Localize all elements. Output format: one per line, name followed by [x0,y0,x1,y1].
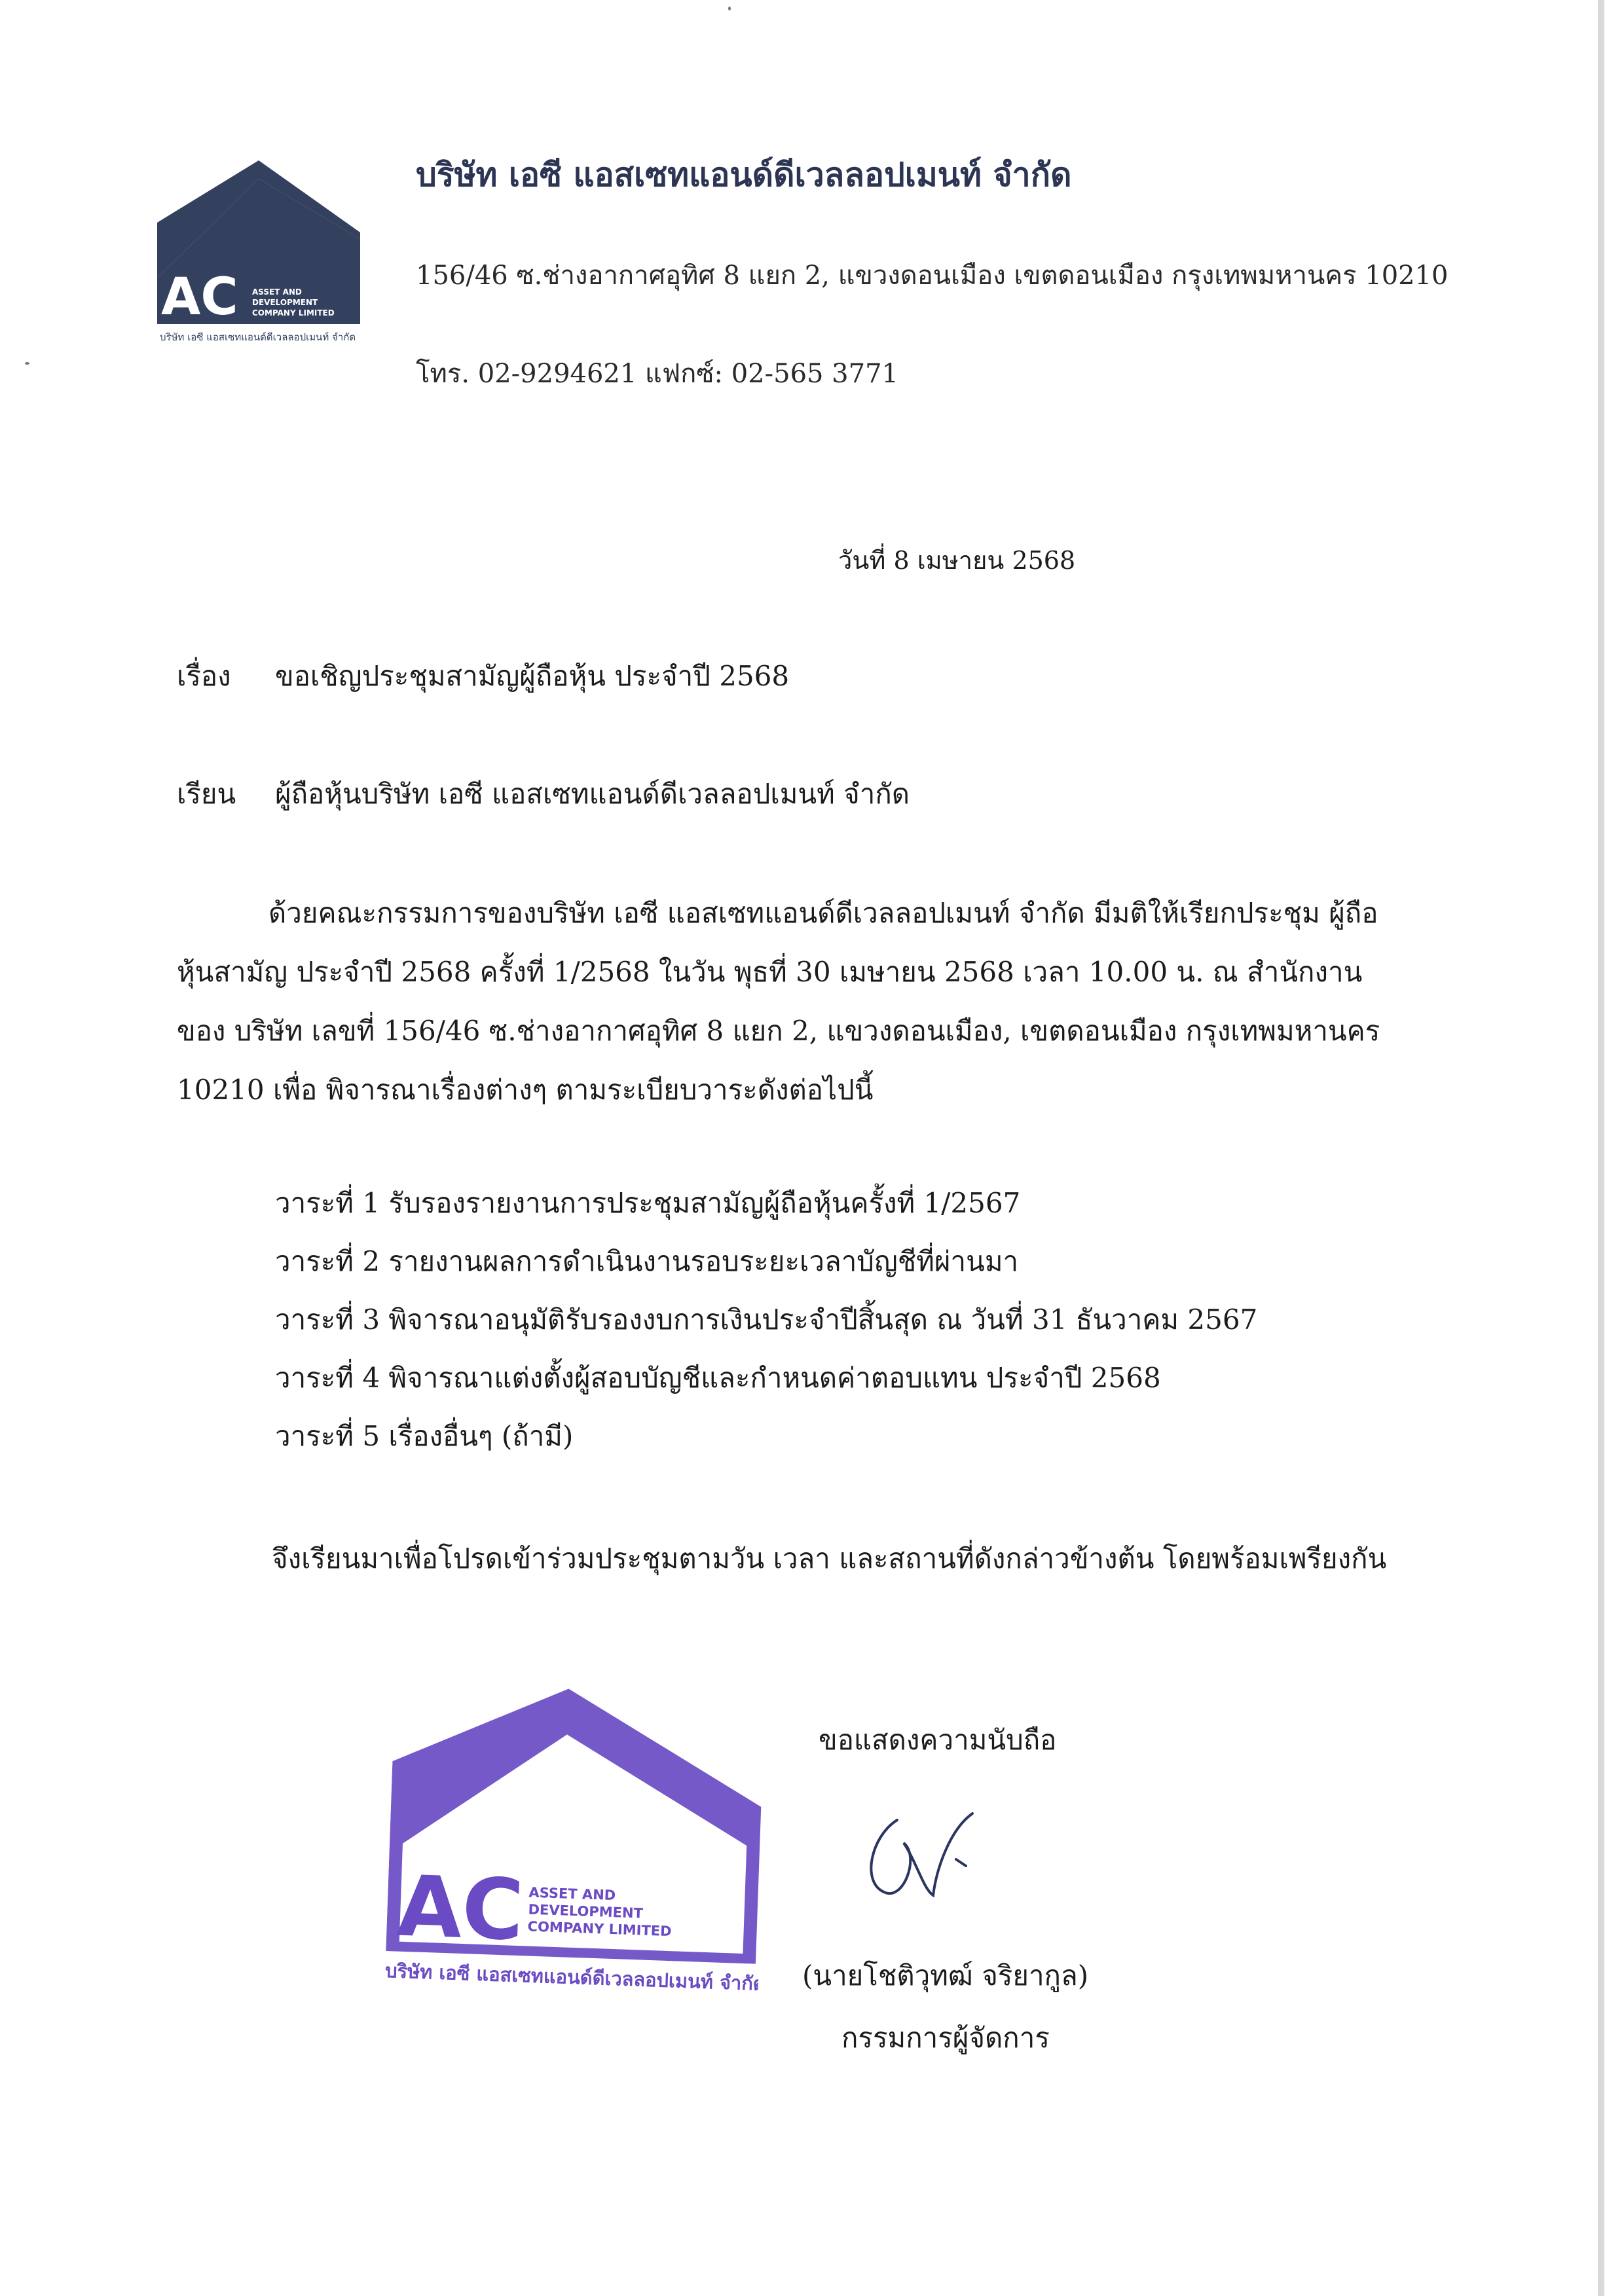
svg-text:AC: AC [161,268,238,327]
subject-label: เรื่อง [177,660,231,692]
recipient-label: เรียน [177,778,236,810]
scan-speck [728,7,731,10]
svg-text:AC: AC [396,1857,526,1960]
company-stamp [384,1683,768,2010]
agenda-item: วาระที่ 1 รับรองรายงานการประชุมสามัญผู้ถือหุ้นครั้งที่ 1/2567 [275,1187,1021,1219]
svg-text:DEVELOPMENT: DEVELOPMENT [528,1901,644,1922]
svg-text:COMPANY LIMITED: COMPANY LIMITED [527,1918,672,1940]
scan-speck [25,362,29,365]
scan-edge [1598,0,1604,2296]
agenda-list [275,1182,1257,1473]
recipient-text: ผู้ถือหุ้นบริษัท เอซี แอสเซทแอนด์ดีเวลลอปเมนท์ จำกัด [275,778,910,810]
closing-paragraph: จึงเรียนมาเพื่อโปรดเข้าร่วมประชุมตามวัน เวลา และสถานที่ดังกล่าวข้างต้น โดยพร้อมเพรียงกัน [272,1542,1387,1575]
svg-text:ASSET AND: ASSET AND [252,287,302,297]
company-contact: โทร. 02-9294621 แฟกซ์: 02-565 3771 [416,359,898,389]
handwritten-signature [858,1804,1002,1915]
agenda-item: วาระที่ 3 พิจารณาอนุมัติรับรองงบการเงินประจำปีสิ้นสุด ณ วันที่ 31 ธันวาคม 2567 [275,1303,1258,1336]
letter-date: วันที่ 8 เมษายน 2568 [838,546,1076,575]
agenda-item: วาระที่ 4 พิจารณาแต่งตั้งผู้สอบบัญชีและกำหนดค่าตอบแทน ประจำปี 2568 [275,1362,1161,1394]
body-paragraph: ด้วยคณะกรรมการของบริษัท เอซี แอสเซทแอนด์ดีเวลลอปเมนท์ จำกัด มีมติให้เรียกประชุม ผู้ถือหุ้นสามัญ ประจำปี 2568 ครั้งที่ 1/2568 ในวัน พุธที่ 30 เมษายน 2568 เวลา 10.00 น. ณ สำนักงานของ บริษัท เลขที่ 156/46 ซ.ช่างอากาศอุทิศ 8 แยก 2, แขวงดอนเมือง, เขตดอนเมือง กรุงเทพมหานคร 10210 เพื่อ พิจารณาเรื่องต่างๆ ตามระเบียบวาระดังต่อไปนี้ [177,897,1380,1106]
svg-text:บริษัท เอซี แอสเซทแอนด์ดีเวลลอ: บริษัท เอซี แอสเซทแอนด์ดีเวลลอปเมนท์ จำกัด [160,331,356,343]
agenda-item: วาระที่ 5 เรื่องอื่นๆ (ถ้ามี) [275,1420,574,1452]
subject-text: ขอเชิญประชุมสามัญผู้ถือหุ้น ประจำปี 2568 [275,660,790,692]
svg-text:ASSET AND: ASSET AND [528,1884,616,1904]
agenda-item: วาระที่ 2 รายงานผลการดำเนินงานรอบระยะเวลาบัญชีที่ผ่านมา [275,1245,1019,1277]
signer-name: (นายโชติวุทฒ์ จริยากูล) [802,1959,1089,1992]
regards-text: ขอแสดงความนับถือ [819,1724,1057,1756]
company-name: บริษัท เอซี แอสเซทแอนด์ดีเวลลอปเมนท์ จำกัด [416,156,1072,194]
signer-title: กรรมการผู้จัดการ [841,2022,1050,2054]
svg-text:บริษัท เอซี แอสเซทแอนด์ดีเวลลอ: บริษัท เอซี แอสเซทแอนด์ดีเวลลอปเมนท์ จำกัด [384,1959,766,1995]
company-address: 156/46 ซ.ช่างอากาศอุทิศ 8 แยก 2, แขวงดอนเมือง เขตดอนเมือง กรุงเทพมหานคร 10210 [416,261,1449,291]
svg-text:DEVELOPMENT: DEVELOPMENT [252,298,318,307]
company-logo [157,160,367,350]
svg-text:COMPANY LIMITED: COMPANY LIMITED [252,308,335,318]
